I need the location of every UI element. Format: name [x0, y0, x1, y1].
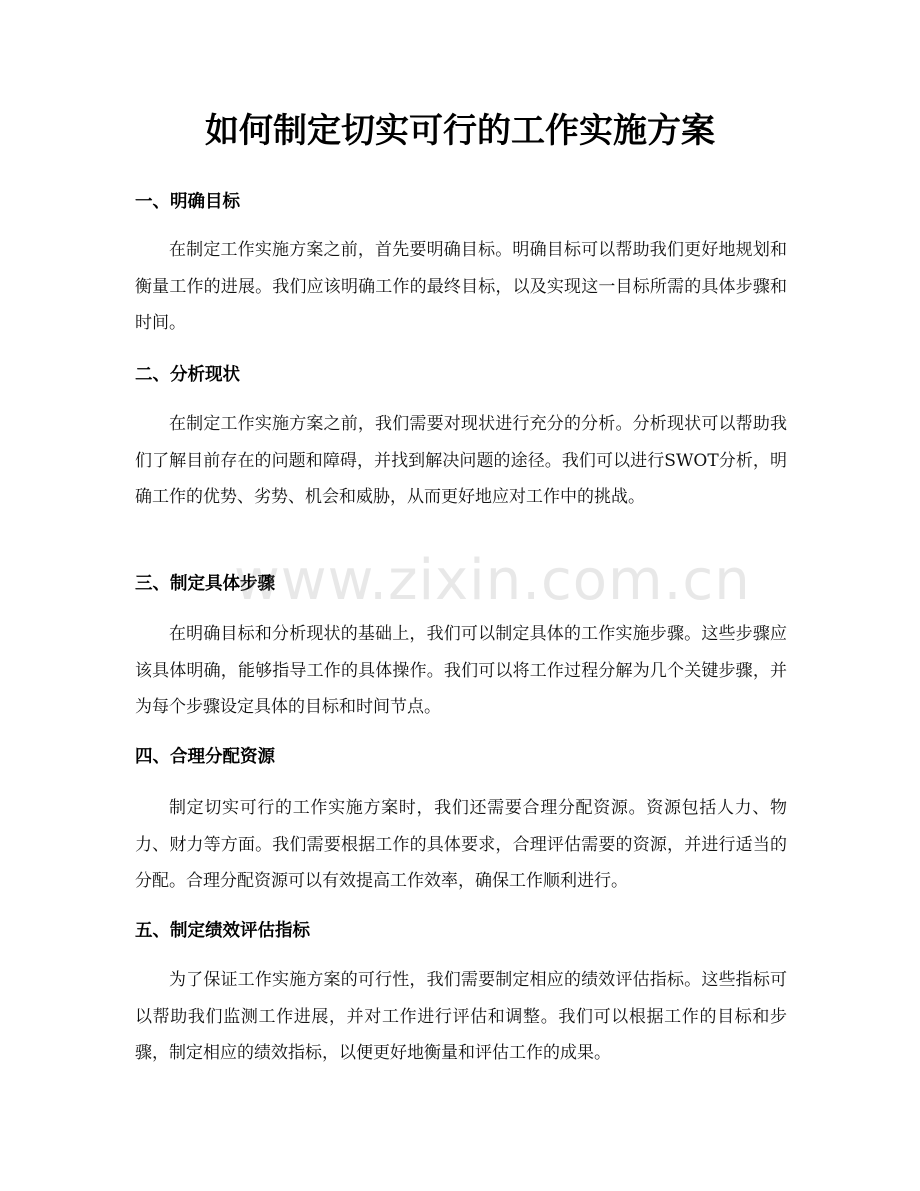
section-heading-resources: 四、合理分配资源: [135, 747, 275, 767]
section-heading-goals: 一、明确目标: [135, 192, 240, 212]
watermark: www.zixin.com.cn: [234, 548, 751, 613]
section-heading-steps: 三、制定具体步骤: [135, 574, 275, 594]
section-paragraph-steps: 在明确目标和分析现状的基础上，我们可以制定具体的工作实施步骤。这些步骤应该具体明确，能够指导工作的具体操作。我们可以将工作过程分解为几个关键步骤，并为每个步骤设定具体的目标和时间节点。: [135, 624, 787, 717]
section-paragraph-analysis: 在制定工作实施方案之前，我们需要对现状进行充分的分析。分析现状可以帮助我们了解目前存在的问题和障碍，并找到解决问题的途径。我们可以进行SWOT分析，明确工作的优势、劣势、机会和威胁，从而更好地应对工作中的挑战。: [135, 414, 787, 507]
section-heading-evaluation: 五、制定绩效评估指标: [135, 921, 310, 941]
section-paragraph-evaluation: 为了保证工作实施方案的可行性，我们需要制定相应的绩效评估指标。这些指标可以帮助我们监测工作进展，并对工作进行评估和调整。我们可以根据工作的目标和步骤，制定相应的绩效指标，以便更好地衡量和评估工作的成果。: [135, 970, 787, 1063]
document-title: 如何制定切实可行的工作实施方案: [205, 111, 715, 151]
section-paragraph-goals: 在制定工作实施方案之前，首先要明确目标。明确目标可以帮助我们更好地规划和衡量工作的进展。我们应该明确工作的最终目标，以及实现这一目标所需的具体步骤和时间。: [135, 240, 787, 333]
section-heading-analysis: 二、分析现状: [135, 365, 240, 385]
section-paragraph-resources: 制定切实可行的工作实施方案时，我们还需要合理分配资源。资源包括人力、物力、财力等方面。我们需要根据工作的具体要求，合理评估需要的资源，并进行适当的分配。合理分配资源可以有效提高工作效率，确保工作顺利进行。: [135, 798, 787, 891]
